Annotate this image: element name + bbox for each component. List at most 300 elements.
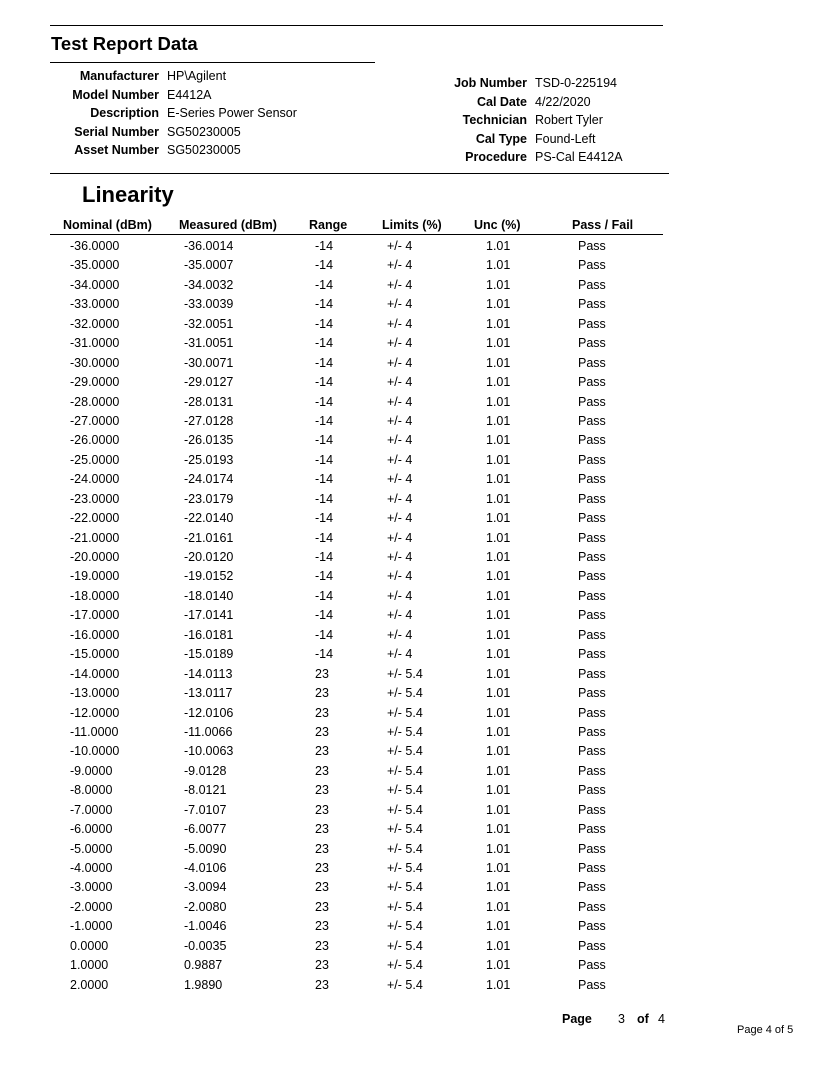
measured-cell: -30.0071 [184,355,234,370]
range-cell: 23 [315,783,329,798]
range-cell: -14 [315,336,334,351]
range-cell: -14 [315,316,334,331]
uncertainty-cell: 1.01 [486,705,511,720]
pass-fail-cell: Pass [578,705,606,720]
nominal-cell: -6.0000 [70,822,113,837]
nominal-cell: -19.0000 [70,569,120,584]
table-row [0,490,835,509]
instrument-field-value: E-Series Power Sensor [167,106,297,120]
pass-fail-cell: Pass [578,511,606,526]
measured-cell: -24.0174 [184,472,234,487]
nominal-cell: -36.0000 [70,239,120,253]
uncertainty-cell: 1.01 [486,938,511,953]
nominal-cell: -26.0000 [70,433,120,448]
uncertainty-cell: 1.01 [486,977,511,992]
nominal-cell: -32.0000 [70,316,120,331]
limits-cell: +/- 5.4 [387,977,423,992]
table-row [0,529,835,548]
pass-fail-cell: Pass [578,413,606,428]
measured-cell: -3.0094 [184,880,227,895]
pass-fail-cell: Pass [578,608,606,623]
pass-fail-cell: Pass [578,841,606,856]
measured-cell: 1.9890 [184,977,223,992]
range-cell: 23 [315,763,329,778]
nominal-cell: -28.0000 [70,394,120,409]
measured-cell: -23.0179 [184,491,234,506]
limits-cell: +/- 5.4 [387,783,423,798]
table-row [0,567,835,586]
table-row [0,781,835,800]
column-header-measured: Measured (dBm) [179,218,277,232]
measured-cell: -5.0090 [184,841,227,856]
uncertainty-cell: 1.01 [486,472,511,487]
uncertainty-cell: 1.01 [486,841,511,856]
nominal-cell: -5.0000 [70,841,113,856]
page-of-label: of [637,1012,649,1026]
range-cell: 23 [315,686,329,701]
nominal-cell: -1.0000 [70,919,113,934]
uncertainty-cell: 1.01 [486,413,511,428]
uncertainty-cell: 1.01 [486,686,511,701]
linearity-table [0,237,835,995]
limits-cell: +/- 4 [387,375,413,390]
measured-cell: -22.0140 [184,511,234,526]
measured-cell: -14.0113 [184,666,233,681]
pass-fail-cell: Pass [578,627,606,642]
job-field-label: Cal Date [476,94,527,109]
nominal-cell: -13.0000 [70,686,120,701]
limits-cell: +/- 4 [387,647,413,662]
document-page-label: Page 4 of 5 [737,1024,794,1036]
table-row [0,548,835,567]
table-header-rule [50,234,663,235]
pass-fail-cell: Pass [578,763,606,778]
table-row [0,373,835,392]
limits-cell: +/- 5.4 [387,822,423,837]
column-header-limits: Limits (%) [382,218,442,232]
range-cell: -14 [315,608,334,623]
table-row [0,645,835,664]
page-label: Page [562,1012,592,1026]
table-row [0,820,835,839]
uncertainty-cell: 1.01 [486,588,511,603]
measured-cell: -8.0121 [184,783,227,798]
measured-cell: 0.9887 [184,958,223,973]
uncertainty-cell: 1.01 [486,647,511,662]
limits-cell: +/- 4 [387,452,413,467]
nominal-cell: -22.0000 [70,511,120,526]
range-cell: 23 [315,880,329,895]
uncertainty-cell: 1.01 [486,627,511,642]
nominal-cell: -4.0000 [70,861,113,875]
table-row [0,412,835,431]
table-row [0,587,835,606]
nominal-cell: -20.0000 [70,550,120,564]
uncertainty-cell: 1.01 [486,744,511,759]
measured-cell: -26.0135 [184,433,234,448]
limits-cell: +/- 5.4 [387,958,423,973]
range-cell: -14 [315,413,334,428]
nominal-cell: -33.0000 [70,297,120,312]
instrument-field-label: Description [90,106,159,120]
range-cell: 23 [315,841,329,856]
pass-fail-cell: Pass [578,277,606,292]
table-row [0,704,835,723]
pass-fail-cell: Pass [578,258,606,273]
limits-cell: +/- 4 [387,530,413,545]
measured-cell: -6.0077 [184,822,227,837]
pass-fail-cell: Pass [578,880,606,895]
uncertainty-cell: 1.01 [486,452,511,467]
nominal-cell: -21.0000 [70,530,120,545]
limits-cell: +/- 5.4 [387,763,423,778]
uncertainty-cell: 1.01 [486,666,511,681]
pass-fail-cell: Pass [578,433,606,448]
nominal-cell: -10.0000 [70,744,120,759]
limits-cell: +/- 4 [387,627,413,642]
nominal-cell: -17.0000 [70,608,120,623]
job-field-value: TSD-0-225194 [535,76,617,90]
nominal-cell: -3.0000 [70,880,113,895]
table-row [0,626,835,645]
measured-cell: -13.0117 [184,686,233,701]
range-cell: -14 [315,491,334,506]
nominal-cell: -34.0000 [70,277,120,292]
nominal-cell: -24.0000 [70,472,120,487]
limits-cell: +/- 4 [387,316,413,331]
nominal-cell: -30.0000 [70,355,120,370]
pass-fail-cell: Pass [578,316,606,331]
uncertainty-cell: 1.01 [486,316,511,331]
uncertainty-cell: 1.01 [486,822,511,837]
range-cell: -14 [315,433,334,448]
range-cell: -14 [315,569,334,584]
nominal-cell: -27.0000 [70,413,120,428]
nominal-cell: 2.0000 [70,977,109,992]
table-row [0,237,835,256]
uncertainty-cell: 1.01 [486,763,511,778]
measured-cell: -25.0193 [184,452,234,467]
table-row [0,665,835,684]
instrument-field-value: SG50230005 [167,143,241,157]
job-field-value: Found-Left [535,131,596,146]
table-row [0,859,835,878]
table-row [0,762,835,781]
measured-cell: -0.0035 [184,938,227,953]
pass-fail-cell: Pass [578,783,606,798]
uncertainty-cell: 1.01 [486,802,511,817]
limits-cell: +/- 5.4 [387,744,423,759]
nominal-cell: -12.0000 [70,705,120,720]
range-cell: 23 [315,744,329,759]
limits-cell: +/- 4 [387,491,413,506]
pass-fail-cell: Pass [578,491,606,506]
table-row [0,509,835,528]
measured-cell: -20.0120 [184,550,234,564]
uncertainty-cell: 1.01 [486,608,511,623]
pass-fail-cell: Pass [578,822,606,837]
range-cell: -14 [315,239,334,253]
pass-fail-cell: Pass [578,647,606,662]
range-cell: -14 [315,452,334,467]
uncertainty-cell: 1.01 [486,919,511,934]
pass-fail-cell: Pass [578,899,606,914]
limits-cell: +/- 5.4 [387,724,423,739]
uncertainty-cell: 1.01 [486,433,511,448]
table-row [0,256,835,275]
limits-cell: +/- 5.4 [387,705,423,720]
nominal-cell: -35.0000 [70,258,120,273]
uncertainty-cell: 1.01 [486,394,511,409]
pass-fail-cell: Pass [578,686,606,701]
pass-fail-cell: Pass [578,336,606,351]
limits-cell: +/- 4 [387,511,413,526]
limits-cell: +/- 4 [387,608,413,623]
range-cell: -14 [315,472,334,487]
measured-cell: -21.0161 [184,530,234,545]
job-field-label: Technician [462,113,527,127]
limits-cell: +/- 5.4 [387,938,423,953]
measured-cell: -15.0189 [184,647,234,662]
measured-cell: -10.0063 [184,744,234,759]
job-field-value: PS-Cal E4412A [535,150,623,164]
range-cell: 23 [315,822,329,837]
range-cell: 23 [315,977,329,992]
uncertainty-cell: 1.01 [486,277,511,292]
measured-cell: -27.0128 [184,413,234,428]
pass-fail-cell: Pass [578,394,606,409]
uncertainty-cell: 1.01 [486,899,511,914]
table-row [0,684,835,703]
pass-fail-cell: Pass [578,375,606,390]
range-cell: 23 [315,958,329,973]
range-cell: -14 [315,277,334,292]
uncertainty-cell: 1.01 [486,375,511,390]
measured-cell: -35.0007 [184,258,234,273]
title-underline [50,62,375,63]
table-row [0,956,835,975]
measured-cell: -2.0080 [184,899,227,914]
pass-fail-cell: Pass [578,744,606,759]
pass-fail-cell: Pass [578,530,606,545]
instrument-field-value: SG50230005 [167,124,241,139]
limits-cell: +/- 4 [387,472,413,487]
range-cell: -14 [315,355,334,370]
page-total: 4 [658,1012,665,1026]
uncertainty-cell: 1.01 [486,724,511,739]
nominal-cell: -25.0000 [70,452,120,467]
nominal-cell: -11.0000 [70,724,119,739]
measured-cell: -7.0107 [184,802,227,817]
nominal-cell: -15.0000 [70,647,120,662]
nominal-cell: -31.0000 [70,336,120,351]
measured-cell: -16.0181 [184,627,234,642]
uncertainty-cell: 1.01 [486,861,511,875]
pass-fail-cell: Pass [578,802,606,817]
instrument-field-label: Asset Number [74,143,159,157]
table-row [0,917,835,936]
measured-cell: -28.0131 [184,394,234,409]
limits-cell: +/- 5.4 [387,841,423,856]
nominal-cell: 1.0000 [70,958,109,973]
section-title: Linearity [82,182,174,207]
instrument-field-value: HP\Agilent [167,69,227,83]
range-cell: 23 [315,938,329,953]
top-rule [50,25,663,26]
table-row [0,840,835,859]
uncertainty-cell: 1.01 [486,297,511,312]
range-cell: -14 [315,647,334,662]
measured-cell: -12.0106 [184,705,234,720]
table-row [0,431,835,450]
measured-cell: -4.0106 [184,861,227,875]
limits-cell: +/- 4 [387,394,413,409]
range-cell: -14 [315,550,334,564]
column-header-pass-fail: Pass / Fail [572,218,634,232]
uncertainty-cell: 1.01 [486,336,511,351]
measured-cell: -36.0014 [184,239,234,253]
pass-fail-cell: Pass [578,239,606,253]
info-divider [50,173,669,174]
table-row [0,470,835,489]
pass-fail-cell: Pass [578,919,606,934]
job-field-label: Cal Type [475,131,527,146]
pass-fail-cell: Pass [578,861,606,875]
table-row [0,393,835,412]
column-header-uncertainty: Unc (%) [474,218,521,232]
range-cell: 23 [315,861,329,875]
table-row [0,315,835,334]
range-cell: 23 [315,724,329,739]
range-cell: -14 [315,588,334,603]
uncertainty-cell: 1.01 [486,239,511,253]
report-title: Test Report Data [51,33,198,54]
limits-cell: +/- 4 [387,569,413,584]
limits-cell: +/- 5.4 [387,861,423,875]
limits-cell: +/- 4 [387,258,413,273]
limits-cell: +/- 5.4 [387,880,423,895]
nominal-cell: -2.0000 [70,899,113,914]
nominal-cell: -8.0000 [70,783,113,798]
nominal-cell: -23.0000 [70,491,120,506]
measured-cell: -11.0066 [184,724,233,739]
table-row [0,937,835,956]
table-row [0,606,835,625]
table-row [0,742,835,761]
nominal-cell: 0.0000 [70,938,109,953]
limits-cell: +/- 4 [387,550,413,564]
uncertainty-cell: 1.01 [486,530,511,545]
instrument-field-label: Manufacturer [79,69,159,83]
column-header-nominal: Nominal (dBm) [63,218,152,232]
job-field-label: Procedure [465,150,527,164]
pass-fail-cell: Pass [578,588,606,603]
limits-cell: +/- 4 [387,413,413,428]
measured-cell: -31.0051 [184,336,234,351]
uncertainty-cell: 1.01 [486,880,511,895]
uncertainty-cell: 1.01 [486,783,511,798]
range-cell: 23 [315,802,329,817]
pass-fail-cell: Pass [578,666,606,681]
range-cell: -14 [315,375,334,390]
pass-fail-cell: Pass [578,938,606,953]
uncertainty-cell: 1.01 [486,491,511,506]
table-row [0,334,835,353]
measured-cell: -17.0141 [184,608,234,623]
limits-cell: +/- 4 [387,239,413,253]
table-row [0,878,835,897]
measured-cell: -32.0051 [184,316,234,331]
limits-cell: +/- 5.4 [387,919,423,934]
measured-cell: -33.0039 [184,297,234,312]
limits-cell: +/- 4 [387,433,413,448]
range-cell: -14 [315,394,334,409]
range-cell: -14 [315,530,334,545]
range-cell: 23 [315,899,329,914]
limits-cell: +/- 5.4 [387,666,423,681]
pass-fail-cell: Pass [578,355,606,370]
pass-fail-cell: Pass [578,472,606,487]
uncertainty-cell: 1.01 [486,355,511,370]
instrument-field-label: Model Number [72,87,159,102]
limits-cell: +/- 4 [387,588,413,603]
limits-cell: +/- 5.4 [387,899,423,914]
table-row [0,295,835,314]
range-cell: -14 [315,258,334,273]
limits-cell: +/- 5.4 [387,802,423,817]
pass-fail-cell: Pass [578,958,606,973]
uncertainty-cell: 1.01 [486,958,511,973]
limits-cell: +/- 4 [387,355,413,370]
column-header-range: Range [309,218,348,232]
pass-fail-cell: Pass [578,724,606,739]
table-row [0,451,835,470]
measured-cell: -29.0127 [184,375,234,390]
table-row [0,723,835,742]
measured-cell: -18.0140 [184,588,234,603]
nominal-cell: -18.0000 [70,588,120,603]
table-row [0,898,835,917]
instrument-field-label: Serial Number [74,124,159,139]
limits-cell: +/- 5.4 [387,686,423,701]
table-row [0,354,835,373]
measured-cell: -19.0152 [184,569,234,584]
pass-fail-cell: Pass [578,297,606,312]
job-field-label: Job Number [454,76,527,90]
nominal-cell: -7.0000 [70,802,113,817]
nominal-cell: -14.0000 [70,666,120,681]
uncertainty-cell: 1.01 [486,511,511,526]
range-cell: -14 [315,297,334,312]
job-field-value: Robert Tyler [535,113,603,127]
instrument-field-value: E4412A [167,87,212,102]
page-number: 3 [618,1012,625,1026]
table-row [0,801,835,820]
range-cell: 23 [315,705,329,720]
limits-cell: +/- 4 [387,277,413,292]
range-cell: -14 [315,511,334,526]
pass-fail-cell: Pass [578,550,606,564]
limits-cell: +/- 4 [387,336,413,351]
uncertainty-cell: 1.01 [486,569,511,584]
measured-cell: -9.0128 [184,763,227,778]
nominal-cell: -16.0000 [70,627,120,642]
measured-cell: -34.0032 [184,277,234,292]
nominal-cell: -9.0000 [70,763,113,778]
measured-cell: -1.0046 [184,919,227,934]
uncertainty-cell: 1.01 [486,550,511,564]
nominal-cell: -29.0000 [70,375,120,390]
